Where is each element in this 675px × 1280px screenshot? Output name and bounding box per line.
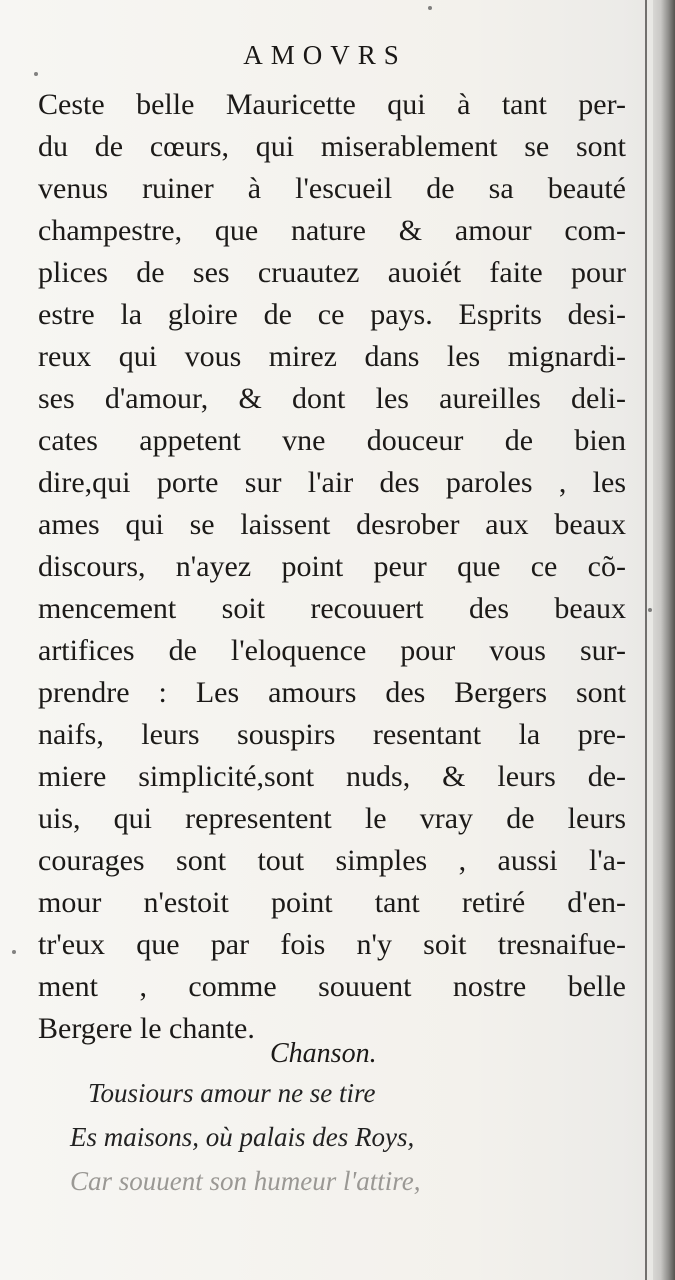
text-line: dire,qui porte sur l'air des paroles , les <box>38 466 626 499</box>
text-line: Bergere le chante. <box>38 1012 255 1045</box>
verse-line: Tousiours amour ne se tire <box>88 1078 376 1108</box>
text-line: uis, qui representent le vray de leurs <box>38 802 626 835</box>
text-line: ses d'amour, & dont les aureilles deli- <box>38 382 626 415</box>
text-line: ment , comme souuent nostre belle <box>38 970 626 1003</box>
ink-speck <box>34 72 38 76</box>
text-line: tr'eux que par fois n'y soit tresnaifue- <box>38 928 626 961</box>
text-line: estre la gloire de ce pays. Esprits desi- <box>38 298 626 331</box>
verse-line: Car souuent son humeur l'attire, <box>70 1166 421 1196</box>
text-line: prendre : Les amours des Bergers sont <box>38 676 626 709</box>
text-line: ames qui se laissent desrober aux beaux <box>38 508 626 541</box>
text-line: mour n'estoit point tant retiré d'en- <box>38 886 626 919</box>
text-line: du de cœurs, qui miserablement se sont <box>38 130 626 163</box>
text-line: venus ruiner à l'escueil de sa beauté <box>38 172 626 205</box>
running-head: AMOVRS <box>243 40 407 70</box>
text-line: naifs, leurs souspirs resentant la pre- <box>38 718 626 751</box>
binding-edge <box>645 0 647 1280</box>
text-line: reux qui vous mirez dans les mignardi- <box>38 340 626 373</box>
text-line: mencement soit recouuert des beaux <box>38 592 626 625</box>
text-line: cates appetent vne douceur de bien <box>38 424 626 457</box>
body-paragraph <box>38 84 626 1050</box>
song-title: Chanson. <box>270 1038 377 1069</box>
text-line: miere simplicité,sont nuds, & leurs de- <box>38 760 626 793</box>
text-line: champestre, que nature & amour com- <box>38 214 626 247</box>
verse-line: Es maisons, où palais des Roys, <box>70 1122 415 1152</box>
ink-speck <box>648 608 652 612</box>
page-gutter <box>653 0 675 1280</box>
text-line: courages sont tout simples , aussi l'a- <box>38 844 626 877</box>
ink-speck <box>12 950 16 954</box>
text-line: discours, n'ayez point peur que ce cõ- <box>38 550 626 583</box>
ink-speck <box>428 6 432 10</box>
text-line: artifices de l'eloquence pour vous sur- <box>38 634 626 667</box>
text-line: plices de ses cruautez auoiét faite pour <box>38 256 626 289</box>
text-line: Ceste belle Mauricette qui à tant per- <box>38 88 626 121</box>
